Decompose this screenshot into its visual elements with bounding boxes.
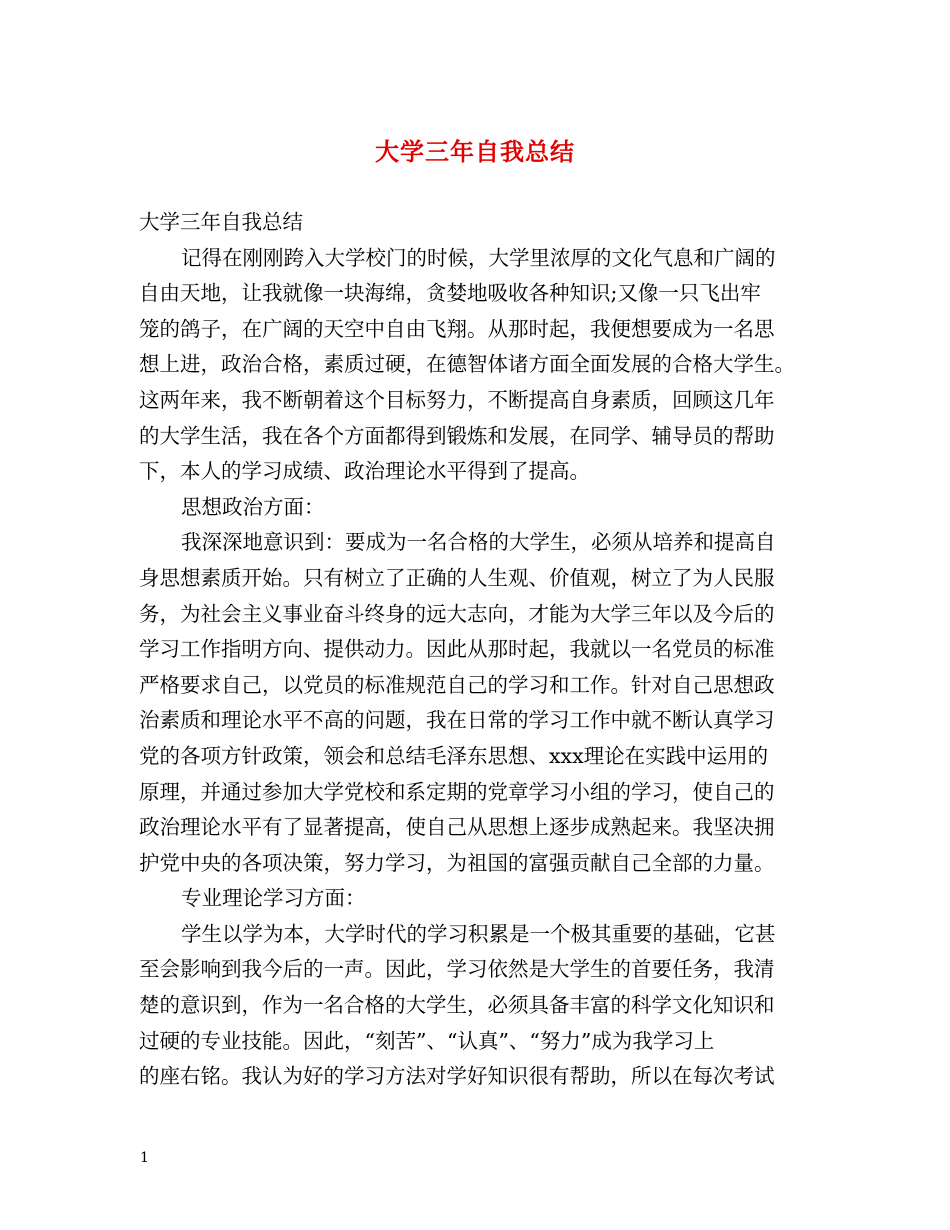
body-line: 原理，并通过参加大学党校和系定期的党章学习小组的学习，使自己的 [139,779,775,804]
section-heading: 专业理论学习方面： [181,886,366,911]
body-line: 学习工作指明方向、提供动力。因此从那时起，我就以一名党员的标准 [139,637,775,662]
body-line: 自由天地，让我就像一块海绵，贪婪地吸收各种知识;又像一只飞出牢 [139,281,761,306]
document-title: 大学三年自我总结 [375,137,575,166]
body-line: 政治理论水平有了显著提高，使自己从思想上逐步成熟起来。我坚决拥 [139,815,775,840]
body-line: 笼的鸽子，在广阔的天空中自由飞翔。从那时起，我便想要成为一名思 [139,316,775,341]
body-line: 想上进，政治合格，素质过硬，在德智体诸方面全面发展的合格大学生。 [139,352,795,377]
body-line: 至会影响到我今后的一声。因此，学习依然是大学生的首要任务，我清 [139,957,775,982]
body-line: 的座右铭。我认为好的学习方法对学好知识很有帮助，所以在每次考试 [139,1064,775,1089]
body-line: 治素质和理论水平不高的问题，我在日常的学习工作中就不断认真学习 [139,708,775,733]
body-line: 身思想素质开始。只有树立了正确的人生观、价值观，树立了为人民服 [139,565,775,590]
body-line: 护党中央的各项决策，努力学习，为祖国的富强贡献自己全部的力量。 [139,850,775,875]
body-line: 的大学生活，我在各个方面都得到锻炼和发展，在同学、辅导员的帮助 [139,423,775,448]
document-body [139,205,819,1095]
body-line: 楚的意识到，作为一名合格的大学生，必须具备丰富的科学文化知识和 [139,993,775,1018]
section-heading: 思想政治方面： [181,494,325,519]
body-line: 务，为社会主义事业奋斗终身的远大志向，才能为大学三年以及今后的 [139,601,775,626]
body-line: 严格要求自己，以党员的标准规范自己的学习和工作。针对自己思想政 [139,672,775,697]
page-number: 1 [140,1150,149,1166]
body-line: 记得在刚刚跨入大学校门的时候，大学里浓厚的文化气息和广阔的 [181,245,776,270]
body-line: 大学三年自我总结 [139,210,303,234]
body-line: 过硬的专业技能。因此，“刻苦”、“认真”、“努力”成为我学习上 [139,1028,715,1053]
body-line: 这两年来，我不断朝着这个目标努力，不断提高自身素质，回顾这几年 [139,387,775,412]
body-line: 党的各项方针政策，领会和总结毛泽东思想、xxx理论在实践中运用的 [139,743,769,768]
body-line: 下，本人的学习成绩、政治理论水平得到了提高。 [139,459,590,484]
body-line: 学生以学为本，大学时代的学习积累是一个极其重要的基础，它甚 [181,921,776,946]
body-line: 我深深地意识到：要成为一名合格的大学生，必须从培养和提高自 [181,530,776,555]
